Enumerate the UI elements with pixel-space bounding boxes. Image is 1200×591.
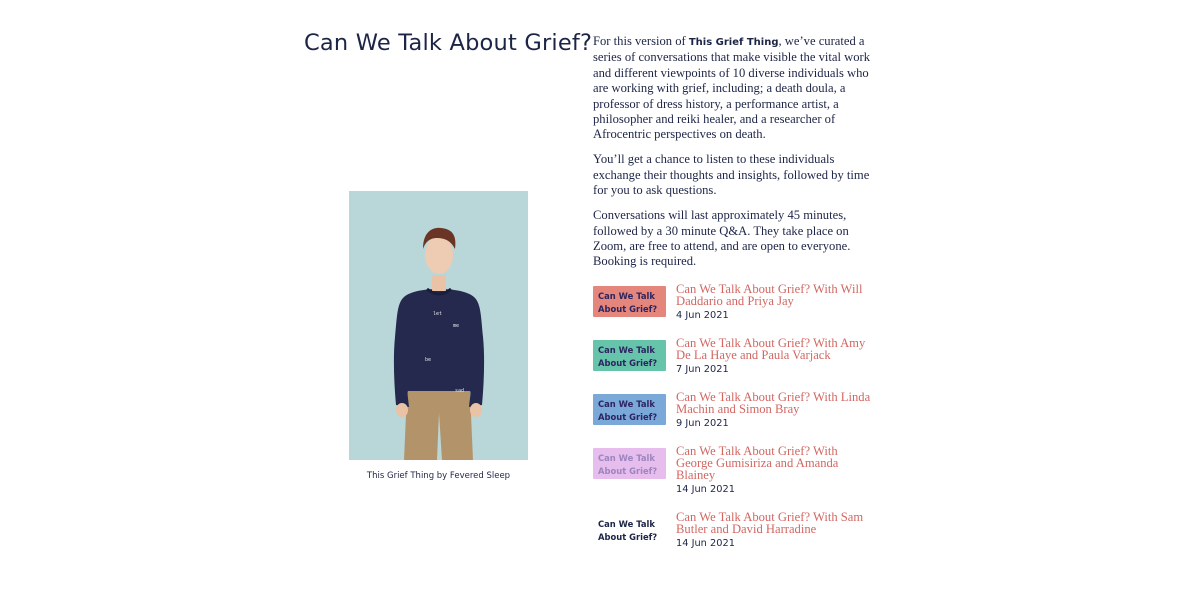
portrait-illustration [349, 191, 528, 460]
thumb-text: About Grief? [598, 466, 658, 476]
event-date: 14 Jun 2021 [676, 538, 735, 549]
event-title-link[interactable]: Can We Talk About Grief? With Will Daddario and Priya Jay [676, 282, 863, 308]
event-date: 4 Jun 2021 [676, 310, 729, 321]
thumb-text: Can We Talk [598, 291, 655, 301]
thumb-text: Can We Talk [598, 399, 655, 409]
thumb-text: Can We Talk [598, 453, 655, 463]
brand-name: This Grief Thing [688, 37, 779, 48]
event-date: 9 Jun 2021 [676, 418, 729, 429]
event-title-link[interactable]: Can We Talk About Grief? With Amy De La Haye and Paula Varjack [676, 336, 866, 362]
intro-paragraph-1 [593, 34, 875, 143]
intro-p1-before: For this version of [593, 34, 689, 48]
thumb-text: About Grief? [598, 358, 658, 368]
event-thumbnail[interactable] [593, 394, 666, 425]
portrait-image [349, 191, 528, 460]
thumb-text: Can We Talk [598, 345, 655, 355]
thumb-text: Can We Talk [598, 519, 655, 529]
sweater-word: me [453, 323, 460, 329]
thumb-text: About Grief? [598, 412, 658, 422]
event-title-link[interactable]: Can We Talk About Grief? With Sam Butler and David Harradine [676, 510, 864, 536]
event-title-link[interactable]: Can We Talk About Grief? With Linda Machin and Simon Bray [676, 390, 871, 416]
sweater-word: let [433, 311, 443, 317]
event-date: 14 Jun 2021 [676, 484, 735, 495]
page-title: Can We Talk About Grief? [304, 30, 593, 56]
thumb-text: About Grief? [598, 532, 658, 542]
event-date: 7 Jun 2021 [676, 364, 729, 375]
intro-paragraph-2: You’ll get a chance to listen to these individuals exchange their thoughts and insights, followed by time for you to ask questions. [593, 152, 870, 198]
intro-paragraph-3: Conversations will last approximately 45 minutes, followed by a 30 minute Q&A. They take place on Zoom, are free to attend, and are open to everyone. Booking is required. [593, 208, 851, 269]
intro-p1-after: , we’ve curated a series of conversations that make visible the vital work and different viewpoints of 10 diverse individuals who are working with grief, including; a death doula, a professor of dress history, a performance artist, a philosopher and reiki healer, and a researcher of Afrocentric perspectives on death. [593, 34, 870, 142]
sweater-word: sad [455, 388, 465, 394]
image-caption: This Grief Thing by Fevered Sleep [366, 471, 511, 481]
thumb-text: About Grief? [598, 304, 658, 314]
event-thumbnail[interactable] [593, 340, 666, 371]
event-thumbnail[interactable] [593, 514, 666, 545]
event-title-link[interactable]: Can We Talk About Grief? With George Gumisiriza and Amanda Blainey [676, 444, 839, 482]
intro-text [593, 34, 875, 279]
sweater-word: be [425, 357, 432, 363]
event-thumbnail[interactable] [593, 286, 666, 317]
event-thumbnail[interactable] [593, 448, 666, 479]
